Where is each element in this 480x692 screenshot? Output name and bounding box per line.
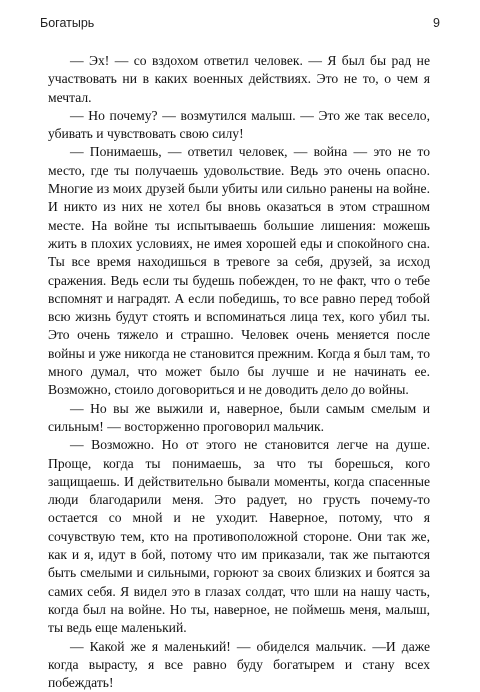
running-header xyxy=(40,16,440,36)
paragraph: — Понимаешь, — ответил человек, — война — это не то место, где ты получаешь удовольствие. Ведь это очень опасно. Многие из моих друзей были убиты или сильно ранены на войне. И никто из них не хотел бы вновь оказаться в этом страшном месте. На войне ты испытываешь большие лишения: можешь жить в плохих условиях, не имея хорошей еды и спокойного сна. Ты все время находишься в тревоге за себя, друзей, за исход сражения. Ведь если ты будешь побежден, то не факт, что о тебе вспомнят и наградят. А если победишь, то все равно перед тобой всю жизнь будут стоять и вспоминаться лица тех, кого убил ты. Это очень тяжело и страшно. Человек очень меняется после войны и уже никогда не становится прежним. Когда я был там, то много думал, что может было бы лучше и не начинать ее. Возможно, стоило договориться и не доводить дело до войны. xyxy=(48,143,430,399)
paragraph: — Какой же я маленький! — обиделся мальчик. —И даже когда вырасту, я все равно буду богатырем и стану всех побеждать! xyxy=(48,638,430,692)
running-title: Богатырь xyxy=(40,16,94,30)
paragraph: — Эх! — со вздохом ответил человек. — Я был бы рад не участвовать ни в каких военных действиях. Это не то, о чем я мечтал. xyxy=(48,52,430,107)
text-body xyxy=(48,52,430,692)
page-number: 9 xyxy=(433,16,440,30)
paragraph: — Но вы же выжили и, наверное, были самым смелым и сильным! — восторженно проговорил мальчик. xyxy=(48,400,430,437)
paragraph: — Но почему? — возмутился малыш. — Это же так весело, убивать и чувствовать свою силу! xyxy=(48,107,430,144)
paragraph: — Возможно. Но от этого не становится легче на душе. Проще, когда ты понимаешь, за что ты борешься, кого защищаешь. И действительно бывали моменты, когда спасенные люди благодарили меня. Это радует, но грусть почему-то остается со мной и не уходит. Наверное, потому, что я сочувствую тем, кто на противоположной стороне. Они так же, как и я, идут в бой, потому что им приказали, так же пытаются быть смелыми и сильными, горюют за своих близких и боятся за самих себя. Я видел это в глазах солдат, что шли на нашу часть, когда был на войне. Но ты, наверное, не поймешь меня, малыш, ты ведь еще маленький. xyxy=(48,436,430,637)
